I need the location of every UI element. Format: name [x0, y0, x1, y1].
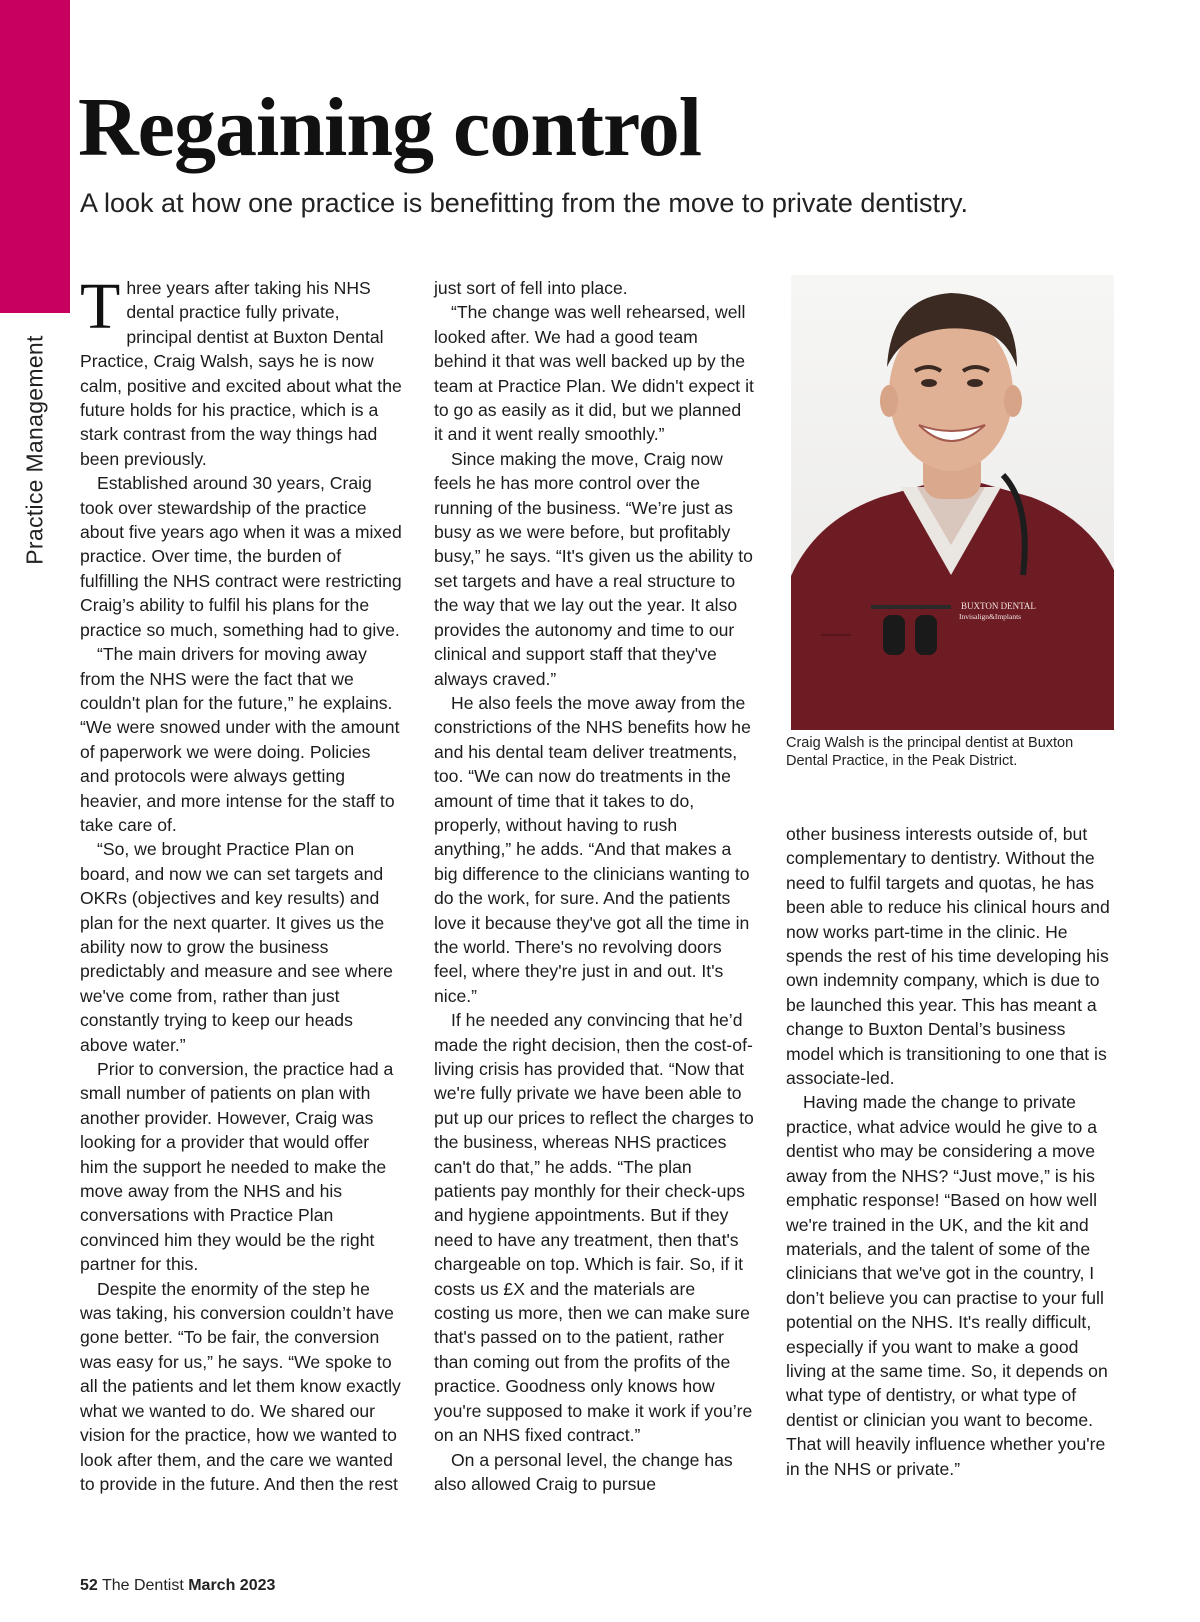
article-paragraph: Since making the move, Craig now feels he has more control over the running of the business. “We’re just as busy as we were before, but profitably busy,” he says. “It's given us the ability to set targets and have a real structure to the way that we lay out the year. It also provides the autonomy and time to our clinical and support staff that they've always craved.”: [434, 448, 753, 689]
photo-caption: Craig Walsh is the principal dentist at Buxton Dental Practice, in the Peak District.: [786, 735, 1074, 769]
article-paragraph: “So, we brought Practice Plan on board, and now we can set targets and OKRs (objectives and key results) and plan for the next quarter. It gives us the ability now to grow the business predictably and measure and see where we've come from, rather than just constantly trying to keep our heads above water.”: [80, 839, 393, 1055]
portrait-photo: [791, 275, 1114, 730]
scrubs-logo-text: BUXTON DENTAL: [961, 601, 1036, 611]
drop-cap: T: [80, 270, 121, 343]
article-paragraph: just sort of fell into place.: [434, 278, 628, 298]
publication-name: The Dentist: [101, 1577, 184, 1594]
article-paragraph: He also feels the move away from the constrictions of the NHS benefits how he and his dental team deliver treatments, too. “We can now do treatments in the amount of time that it takes to do, properly, without having to rush anything,” he adds. “And that makes a big difference to the clinicians wanting to do the work, for sure. And the patients love it because they've got all the time in the world. There's no revolving doors feel, where they're just in and out. It's nice.”: [434, 692, 751, 1006]
section-label: Practice Management: [21, 335, 48, 565]
article-column-1: [80, 270, 402, 1496]
headline: Regaining control: [78, 81, 702, 174]
section-color-bar: [0, 0, 70, 313]
article-paragraph: Having made the change to private practice, what advice would he give to a dentist who may be considering a move away from the NHS? “Just move,” is his emphatic response! “Based on how well we're trained in the UK, and the kit and materials, and the talent of some of the clinicians that we've got in the country, I don’t believe you can practise to your full potential on the NHS. It's really difficult, especially if you want to make a good living at the same time. So, it depends on what type of dentistry, or what type of dentist or clinician you want to become. That will heavily influence whether you're in the NHS or private.”: [786, 1092, 1108, 1479]
article-column-2: [434, 276, 754, 1496]
article-paragraph: “The change was well rehearsed, well looked after. We had a good team behind it that was well backed up by the team at Practice Plan. We didn't expect it to go as easily as it did, but we planned it and it went really smoothly.”: [434, 302, 754, 445]
article-paragraph: “The main drivers for moving away from the NHS were the fact that we couldn't plan for the future,” he explains. “We were snowed under with the amount of paperwork we were doing. Policies and protocols were always getting heavier, and more intense for the staff to take care of.: [80, 644, 400, 835]
article-paragraph: Three years after taking his NHS dental practice fully private, principal dentist at Buxton Dental Practice, Craig Walsh, says he is now calm, positive and excited about what the future holds for his practice, which is a stark contrast from the way things had been previously.: [80, 270, 402, 469]
article-paragraph: Established around 30 years, Craig took over stewardship of the practice about five years ago when it was a mixed practice. Over time, the burden of fulfilling the NHS contract were restricting Craig’s ability to fulfil his plans for the practice so much, something had to give.: [80, 473, 402, 640]
issue-date: March 2023: [188, 1577, 276, 1594]
article-paragraph: If he needed any convincing that he’d made the right decision, then the cost-of-living crisis has provided that. “Now that we're fully private we have been able to put up our prices to reflect the charges to the business, whereas NHS practices can't do that,” he adds. “The plan patients pay monthly for their check-ups and hygiene appointments. But if they need to have any treatment, then that's chargeable on top. Which is fair. So, if it costs us £X and the materials are costing us more, then we can make sure that's passed on to the patient, rather than coming out from the profits of the practice. Goodness only knows how you're supposed to make it work if you’re on an NHS fixed contract.”: [434, 1010, 754, 1446]
page-footer: [80, 1577, 275, 1595]
article-column-3: [786, 822, 1116, 1481]
article-paragraph: On a personal level, the change has also allowed Craig to pursue: [434, 1449, 733, 1494]
standfirst: A look at how one practice is benefitting from the move to private dentistry.: [80, 188, 968, 218]
article-paragraph: Prior to conversion, the practice had a small number of patients on plan with another provider. However, Craig was looking for a provider that would offer him the support he needed to make the move away from the NHS and his conversations with Practice Plan convinced him they would be the right partner for this.: [80, 1059, 394, 1275]
page-number: 52: [80, 1577, 98, 1594]
scrubs-logo-subtext: Invisalign&Implants: [959, 612, 1022, 621]
article-paragraph: Despite the enormity of the step he was taking, his conversion couldn’t have gone better. “To be fair, the conversion was easy for us,” he says. “We spoke to all the patients and let them know exactly what we wanted to do. We shared our vision for the practice, how we wanted to look after them, and the care we wanted to provide in the future. And then the rest: [80, 1278, 401, 1494]
article-paragraph: other business interests outside of, but complementary to dentistry. Without the need to fulfil targets and quotas, he has been able to reduce his clinical hours and now works part-time in the clinic. He spends the rest of his time developing his own indemnity company, which is due to be launched this year. This has meant a change to Buxton Dental’s business model which is transitioning to one that is associate-led.: [786, 824, 1110, 1089]
